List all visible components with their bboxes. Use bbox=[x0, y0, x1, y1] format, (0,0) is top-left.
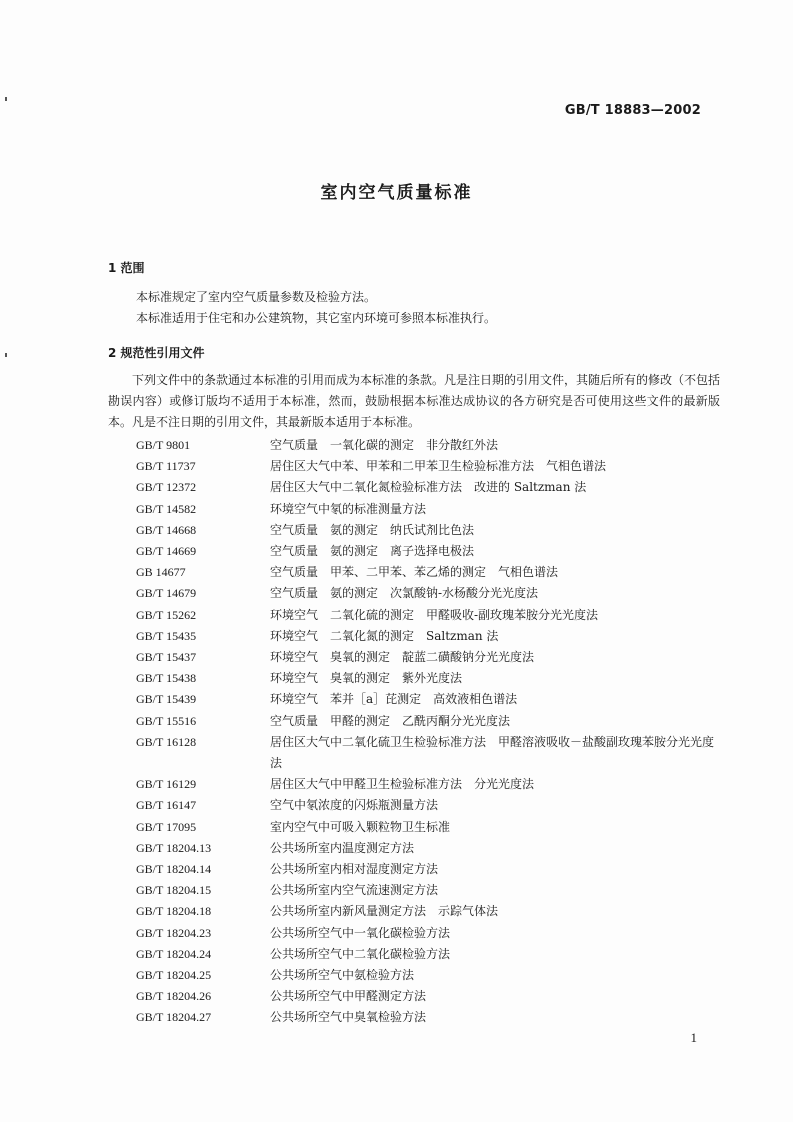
reference-title: 公共场所空气中氨检验方法 bbox=[270, 968, 415, 983]
reference-row bbox=[136, 774, 716, 795]
document-title: 室内空气质量标准 bbox=[320, 183, 473, 203]
reference-code: GB/T 16129 bbox=[136, 777, 197, 792]
reference-code: GB/T 18204.13 bbox=[136, 840, 212, 855]
reference-code: GB/T 18204.18 bbox=[136, 904, 212, 919]
reference-code: GB/T 18204.24 bbox=[136, 946, 212, 961]
reference-title: 空气中氡浓度的闪烁瓶测量方法 bbox=[270, 798, 439, 813]
reference-title: 公共场所空气中二氧化碳检验方法 bbox=[270, 946, 451, 961]
reference-title: 环境空气中氡的标准测量方法 bbox=[270, 501, 427, 516]
reference-row bbox=[136, 562, 716, 583]
reference-code: GB/T 14669 bbox=[136, 544, 197, 559]
reference-title: 空气质量 甲苯、二甲苯、苯乙烯的测定 气相色谱法 bbox=[270, 565, 559, 580]
reference-list bbox=[136, 435, 716, 1029]
reference-row bbox=[136, 605, 716, 626]
section-heading-normative-references: 2 规范性引用文件 bbox=[108, 346, 205, 360]
reference-code: GB/T 15437 bbox=[136, 650, 197, 665]
reference-row bbox=[136, 944, 716, 965]
reference-code: GB/T 16128 bbox=[136, 734, 197, 749]
reference-code: GB/T 14679 bbox=[136, 586, 197, 601]
reference-code: GB/T 15516 bbox=[136, 713, 197, 728]
reference-row bbox=[136, 499, 716, 520]
reference-row bbox=[136, 795, 716, 816]
reference-row bbox=[136, 583, 716, 604]
references-intro-paragraph: 下列文件中的条款通过本标准的引用而成为本标准的条款。凡是注日期的引用文件，其随后所有的修改（不包括勘误内容）或修订版均不适用于本标准，然而，鼓励根据本标准达成协议的各方研究是否可使用这些文件的最新版本。凡是不注日期的引用文件，其最新版本适用于本标准。 bbox=[108, 373, 721, 429]
reference-row bbox=[136, 732, 716, 774]
reference-title: 居住区大气中二氧化氮检验标准方法 改进的 Saltzman 法 bbox=[270, 480, 587, 495]
reference-title: 空气质量 氨的测定 离子选择电极法 bbox=[270, 544, 475, 559]
reference-code: GB/T 15262 bbox=[136, 607, 197, 622]
reference-row bbox=[136, 520, 716, 541]
reference-title: 公共场所空气中甲醛测定方法 bbox=[270, 989, 427, 1004]
reference-row bbox=[136, 647, 716, 668]
reference-row bbox=[136, 1007, 716, 1028]
reference-row bbox=[136, 880, 716, 901]
reference-code: GB/T 18204.14 bbox=[136, 862, 212, 877]
reference-code: GB/T 14668 bbox=[136, 522, 197, 537]
reference-row bbox=[136, 477, 716, 498]
reference-title: 公共场所室内温度测定方法 bbox=[270, 840, 415, 855]
reference-title: 居住区大气中甲醛卫生检验标准方法 分光光度法 bbox=[270, 777, 535, 792]
reference-title: 公共场所室内空气流速测定方法 bbox=[270, 883, 439, 898]
reference-code: GB/T 17095 bbox=[136, 819, 197, 834]
reference-title: 公共场所空气中一氧化碳检验方法 bbox=[270, 925, 451, 940]
reference-title: 环境空气 臭氧的测定 紫外光度法 bbox=[270, 671, 463, 686]
reference-title: 公共场所空气中臭氧检验方法 bbox=[270, 1010, 427, 1025]
reference-code: GB/T 9801 bbox=[136, 438, 191, 452]
scope-paragraph-2: 本标准适用于住宅和办公建筑物，其它室内环境可参照本标准执行。 bbox=[136, 311, 497, 325]
reference-row bbox=[136, 901, 716, 922]
reference-code: GB/T 14582 bbox=[136, 501, 197, 516]
section-heading-scope: 1 范围 bbox=[108, 261, 145, 275]
reference-title: 公共场所室内相对湿度测定方法 bbox=[270, 862, 439, 877]
reference-row bbox=[136, 923, 716, 944]
reference-code: GB/T 18204.15 bbox=[136, 883, 212, 898]
reference-code: GB/T 18204.27 bbox=[136, 1010, 212, 1025]
reference-row bbox=[136, 626, 716, 647]
reference-code: GB/T 15439 bbox=[136, 692, 197, 707]
reference-code: GB/T 12372 bbox=[136, 480, 197, 495]
reference-code: GB/T 18204.25 bbox=[136, 968, 212, 983]
reference-title: 空气质量 一氧化碳的测定 非分散红外法 bbox=[270, 438, 499, 452]
reference-title: 空气质量 甲醛的测定 乙酰丙酮分光光度法 bbox=[270, 713, 511, 728]
reference-code: GB/T 18204.23 bbox=[136, 925, 212, 940]
reference-title: 室内空气中可吸入颗粒物卫生标准 bbox=[270, 819, 451, 834]
reference-row bbox=[136, 668, 716, 689]
reference-row bbox=[136, 711, 716, 732]
page-number: 1 bbox=[690, 1030, 697, 1045]
reference-title: 居住区大气中二氧化硫卫生检验标准方法 甲醛溶液吸收－盐酸副玫瑰苯胺分光光度法 bbox=[270, 734, 715, 771]
reference-code: GB/T 16147 bbox=[136, 798, 197, 813]
reference-title: 环境空气 苯并［a］芘测定 高效液相色谱法 bbox=[270, 692, 518, 707]
reference-title: 空气质量 氨的测定 纳氏试剂比色法 bbox=[270, 522, 475, 537]
reference-title: 居住区大气中苯、甲苯和二甲苯卫生检验标准方法 气相色谱法 bbox=[270, 459, 607, 474]
reference-row bbox=[136, 689, 716, 710]
scan-artifact bbox=[5, 97, 7, 101]
reference-row bbox=[136, 965, 716, 986]
standard-code: GB/T 18883—2002 bbox=[564, 103, 701, 118]
reference-row bbox=[136, 838, 716, 859]
reference-code: GB/T 15438 bbox=[136, 671, 197, 686]
reference-row bbox=[136, 986, 716, 1007]
reference-row bbox=[136, 859, 716, 880]
reference-row bbox=[136, 456, 716, 477]
reference-row bbox=[136, 541, 716, 562]
reference-code: GB/T 18204.26 bbox=[136, 989, 212, 1004]
scope-paragraph-1: 本标准规定了室内空气质量参数及检验方法。 bbox=[136, 290, 377, 304]
reference-code: GB/T 15435 bbox=[136, 628, 197, 643]
reference-row bbox=[136, 435, 716, 456]
reference-code: GB 14677 bbox=[136, 565, 186, 580]
reference-title: 环境空气 臭氧的测定 靛蓝二磺酸钠分光光度法 bbox=[270, 650, 535, 665]
reference-title: 公共场所室内新风量测定方法 示踪气体法 bbox=[270, 904, 499, 919]
scan-artifact bbox=[5, 353, 7, 357]
reference-title: 环境空气 二氧化硫的测定 甲醛吸收-副玫瑰苯胺分光光度法 bbox=[270, 607, 599, 622]
reference-title: 空气质量 氨的测定 次氯酸钠-水杨酸分光光度法 bbox=[270, 586, 539, 601]
reference-title: 环境空气 二氧化氮的测定 Saltzman 法 bbox=[270, 628, 499, 643]
reference-code: GB/T 11737 bbox=[136, 459, 196, 474]
reference-row bbox=[136, 817, 716, 838]
